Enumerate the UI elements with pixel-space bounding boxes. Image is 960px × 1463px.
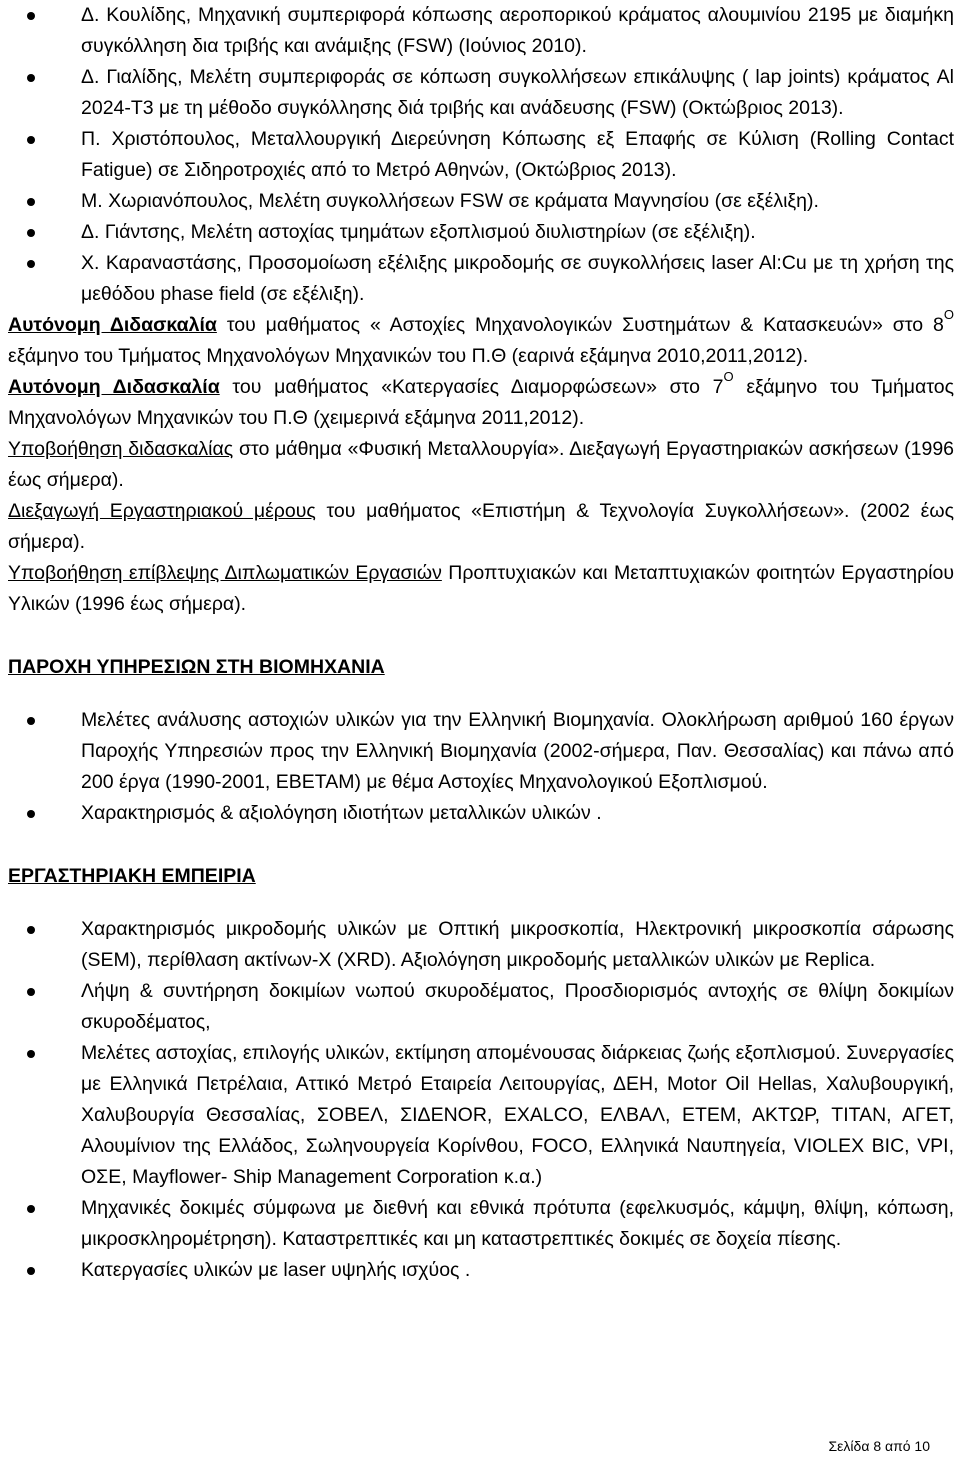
teaching-text: του μαθήματος «Κατεργασίες Διαμορφώσεων» στο 7 <box>219 376 724 398</box>
list-item <box>8 1255 954 1286</box>
list-item <box>8 248 954 310</box>
bullet-icon <box>27 136 35 144</box>
teaching-label: Διεξαγωγή Εργαστηριακού μέρους <box>8 500 316 522</box>
list-item <box>8 798 954 829</box>
list-item <box>8 1193 954 1255</box>
theses-list <box>8 0 954 310</box>
teaching-paragraph-1 <box>8 307 955 372</box>
teaching-label: Αυτόνομη Διδασκαλία <box>8 314 217 336</box>
spacer <box>8 829 954 861</box>
bullet-icon <box>27 260 35 268</box>
teaching-paragraph-4 <box>8 496 954 558</box>
thesis-text: Π. Χριστόπουλος, Μεταλλουργική Διερεύνηση Κόπωσης εξ Επαφής σε Κύλιση (Rolling Contact Fatigue) σε Σιδηροτροχιές από το Μετρό Αθηνών, (Οκτώβριος 2013). <box>81 128 954 181</box>
lab-text: Λήψη & συντήρηση δοκιμίων νωπού σκυροδέματος, Προσδιορισμός αντοχής σε θλίψη δοκιμίων σκυροδέματος, <box>81 980 954 1033</box>
teaching-text: του μαθήματος «Επιστήμη & Τεχνολογία Συγκολλήσεων». (2002 έως σήμερα). <box>8 500 955 553</box>
lab-text: Μηχανικές δοκιμές σύμφωνα με διεθνή και εθνικά πρότυπα (εφελκυσμός, κάμψη, θλίψη, κόπωση, μικροσκληρομέτρηση). Καταστρεπτικές και μη καταστρεπτικές δοκιμές σε δοχεία πίεσης. <box>81 1197 954 1250</box>
industry-text: Μελέτες ανάλυσης αστοχιών υλικών για την Ελληνική Βιομηχανία. Ολοκλήρωση αριθμού 160 έργων Παροχής Υπηρεσιών προς την Ελληνική Βιομηχανία (2002-σήμερα, Παν. Θεσσαλίας) και πάνω από 200 έργα (1990-2001, ΕΒΕΤΑΜ) με θέμα Αστοχίες Μηχανολογικού Εξοπλισμού. <box>81 709 954 793</box>
bullet-icon <box>27 198 35 206</box>
section-heading-lab: ΕΡΓΑΣΤΗΡΙΑΚΗ ΕΜΠΕΙΡΙΑ <box>8 865 256 887</box>
document-page <box>8 0 954 1286</box>
teaching-label: Υποβοήθηση διδασκαλίας <box>8 438 234 460</box>
teaching-text: του μαθήματος « Αστοχίες Μηχανολογικών Συστημάτων & Κατασκευών» στο 8 <box>216 314 944 336</box>
list-item <box>8 217 954 248</box>
industry-list <box>8 705 954 829</box>
teaching-label: Αυτόνομη Διδασκαλία <box>8 376 220 398</box>
list-item <box>8 186 954 217</box>
bullet-icon <box>27 926 35 934</box>
superscript: Ο <box>723 369 734 384</box>
lab-text: Κατεργασίες υλικών με laser υψηλής ισχύος . <box>81 1259 471 1281</box>
teaching-label: Υποβοήθηση επίβλεψης Διπλωματικών Εργασιών <box>8 562 442 584</box>
bullet-icon <box>27 988 35 996</box>
list-item <box>8 0 954 62</box>
industry-text: Χαρακτηρισμός & αξιολόγηση ιδιοτήτων μεταλλικών υλικών . <box>81 802 602 824</box>
spacer <box>8 683 954 705</box>
teaching-text: στο μάθημα «Φυσική Μεταλλουργία». Διεξαγωγή Εργαστηριακών ασκήσεων (1996 έως σήμερα). <box>8 438 955 491</box>
section-heading-industry: ΠΑΡΟΧΗ ΥΠΗΡΕΣΙΩΝ ΣΤΗ ΒΙΟΜΗΧΑΝΙΑ <box>8 656 385 678</box>
teaching-paragraph-5 <box>8 558 954 620</box>
list-item <box>8 1038 954 1193</box>
page-number-footer: Σελίδα 8 από 10 <box>828 1438 930 1454</box>
bullet-icon <box>27 229 35 237</box>
list-item <box>8 124 954 186</box>
thesis-text: Δ. Γιάντσης, Μελέτη αστοχίας τμημάτων εξοπλισμού διυλιστηρίων (σε εξέλιξη). <box>81 221 756 243</box>
bullet-icon <box>27 1267 35 1275</box>
list-item <box>8 62 954 124</box>
teaching-paragraph-3 <box>8 434 954 496</box>
bullet-icon <box>27 810 35 818</box>
lab-text: Μελέτες αστοχίας, επιλογής υλικών, εκτίμηση απομένουσας διάρκειας ζωής εξοπλισμού. Συνεργασίες με Ελληνικά Πετρέλαια, Αττικό Μετρό Εταιρεία Λειτουργίας, ΔΕΗ, Motor Oil Hellas, Χαλυβουργική, Χαλυβουργία Θεσσαλίας, ΣΟΒΕΛ, ΣΙΔΕΝΟR, EXALCO, ΕΛΒΑΛ, ΕΤΕΜ, ΑΚΤΩΡ, ΤΙΤΑΝ, ΑΓΕΤ, Αλουμίνιον της Ελλάδος, Σωληνουργεία Κορίνθου, FOCO, Ελληνικά Ναυπηγεία, VIOLEX BIC, VPI, ΟΣΕ, Mayflower- Ship Management Corporation κ.α.) <box>81 1042 954 1188</box>
thesis-text: Μ. Χωριανόπουλος, Μελέτη συγκολλήσεων FSW σε κράματα Μαγνησίου (σε εξέλιξη). <box>81 190 819 212</box>
thesis-text: Δ. Κουλίδης, Μηχανική συμπεριφορά κόπωσης αεροπορικού κράματος αλουμινίου 2195 με διαμήκη συγκόλληση δια τριβής και ανάμιξης (FSW) (Ιούνιος 2010). <box>81 4 954 57</box>
list-item <box>8 705 954 798</box>
lab-text: Χαρακτηρισμός μικροδομής υλικών με Οπτική μικροσκοπία, Ηλεκτρονική μικροσκοπία σάρωσης (SEM), περίθλαση ακτίνων-Χ (XRD). Αξιολόγηση μικροδομής μεταλλικών υλικών με Replica. <box>81 918 954 971</box>
superscript: Ο <box>943 307 955 322</box>
teaching-text: Προπτυχιακών και Μεταπτυχιακών φοιτητών Εργαστηρίου Υλικών (1996 έως σήμερα). <box>8 562 954 615</box>
teaching-paragraph-2 <box>8 369 954 434</box>
bullet-icon <box>27 12 35 20</box>
bullet-icon <box>27 717 35 725</box>
spacer <box>8 892 954 914</box>
list-item <box>8 976 954 1038</box>
teaching-text: εξάμηνο του Τμήματος Μηχανολόγων Μηχανικών του Π.Θ (εαρινά εξάμηνα 2010,2011,2012). <box>8 345 809 367</box>
thesis-text: Χ. Καραναστάσης, Προσομοίωση εξέλιξης μικροδομής σε συγκολλήσεις laser Al:Cu με τη χρήση της μεθόδου phase field (σε εξέλιξη). <box>81 252 954 305</box>
bullet-icon <box>27 74 35 82</box>
lab-list <box>8 914 954 1286</box>
bullet-icon <box>27 1205 35 1213</box>
spacer <box>8 620 954 652</box>
thesis-text: Δ. Γιαλίδης, Μελέτη συμπεριφοράς σε κόπωση συγκολλήσεων επικάλυψης ( lap joints) κράματος Al 2024-T3 με τη μέθοδο συγκόλλησης διά τριβής και ανάδευσης (FSW) (Οκτώβριος 2013). <box>81 66 954 119</box>
list-item <box>8 914 954 976</box>
teaching-text: εξάμηνο του Τμήματος Μηχανολόγων Μηχανικών του Π.Θ (χειμερινά εξάμηνα 2011,2012). <box>8 376 954 429</box>
bullet-icon <box>27 1050 35 1058</box>
